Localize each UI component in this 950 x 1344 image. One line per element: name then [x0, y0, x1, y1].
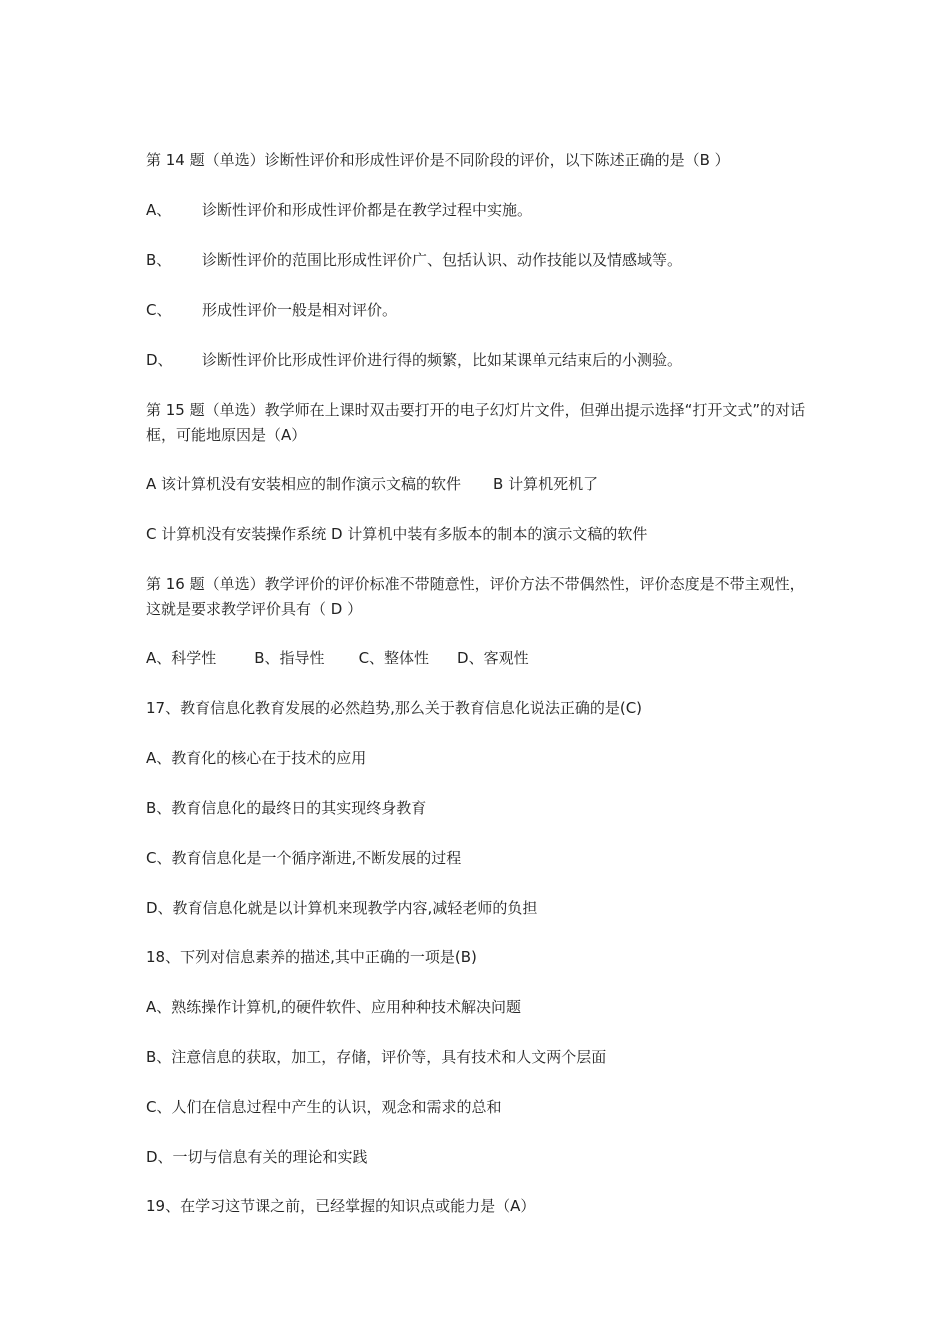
q14-option-b — [146, 249, 826, 272]
option-label: D、 — [146, 351, 173, 369]
option-label: C、 — [146, 301, 172, 319]
q14-option-d — [146, 349, 826, 372]
q16-option-b: B、指导性 — [254, 649, 325, 667]
q18-option-b: B、注意信息的获取，加工，存储，评价等，具有技术和人文两个层面 — [146, 1048, 607, 1066]
q16-options-row — [146, 647, 826, 670]
q16-option-c: C、整体性 — [358, 649, 430, 667]
question-17: 17、教育信息化教育发展的必然趋势,那么关于教育信息化说法正确的是(C) — [146, 699, 643, 717]
q15-options-row-2: C 计算机没有安装操作系统 D 计算机中装有多版本的制本的演示文稿的软件 — [146, 525, 648, 543]
q16-option-a: A、科学性 — [146, 649, 217, 667]
option-text: 诊断性评价的范围比形成性评价广、包括认识、动作技能以及情感域等。 — [202, 251, 683, 269]
question-15: 第 15 题（单选）教学师在上课时双击要打开的电子幻灯片文件，但弹出提示选择“打开文式”的对话框，可能地原因是（A） — [146, 401, 806, 444]
q14-option-a — [146, 199, 826, 222]
option-text: 诊断性评价和形成性评价都是在教学过程中实施。 — [202, 201, 533, 219]
q18-option-c: C、人们在信息过程中产生的认识，观念和需求的总和 — [146, 1098, 502, 1116]
q16-option-d: D、客观性 — [457, 649, 529, 667]
option-label: A、 — [146, 201, 172, 219]
q18-option-d: D、一切与信息有关的理论和实践 — [146, 1148, 368, 1166]
q17-option-c: C、教育信息化是一个循序渐进,不断发展的过程 — [146, 849, 462, 867]
q17-option-d: D、教育信息化就是以计算机来现教学内容,减轻老师的负担 — [146, 899, 538, 917]
option-text: 诊断性评价比形成性评价进行得的频繁，比如某课单元结束后的小测验。 — [202, 351, 683, 369]
q14-option-c — [146, 299, 826, 322]
option-text: 形成性评价一般是相对评价。 — [202, 301, 398, 319]
q17-option-b: B、教育信息化的最终日的其实现终身教育 — [146, 799, 427, 817]
question-16: 第 16 题（单选）教学评价的评价标准不带随意性，评价方法不带偶然性，评价态度是不带主观性，这就是要求教学评价具有（ D ） — [146, 575, 805, 618]
question-18: 18、下列对信息素养的描述,其中正确的一项是(B) — [146, 948, 477, 966]
q15-option-b: B 计算机死机了 — [493, 475, 599, 493]
option-label: B、 — [146, 251, 172, 269]
q15-option-a: A 该计算机没有安装相应的制作演示文稿的软件 — [146, 475, 462, 493]
q17-option-a: A、教育化的核心在于技术的应用 — [146, 749, 367, 767]
question-19: 19、在学习这节课之前，已经掌握的知识点或能力是（A） — [146, 1197, 536, 1215]
question-14: 第 14 题（单选）诊断性评价和形成性评价是不同阶段的评价，以下陈述正确的是（B ） — [146, 151, 730, 169]
q18-option-a: A、熟练操作计算机,的硬件软件、应用种种技术解决问题 — [146, 998, 522, 1016]
q15-options-row-1 — [146, 473, 826, 496]
